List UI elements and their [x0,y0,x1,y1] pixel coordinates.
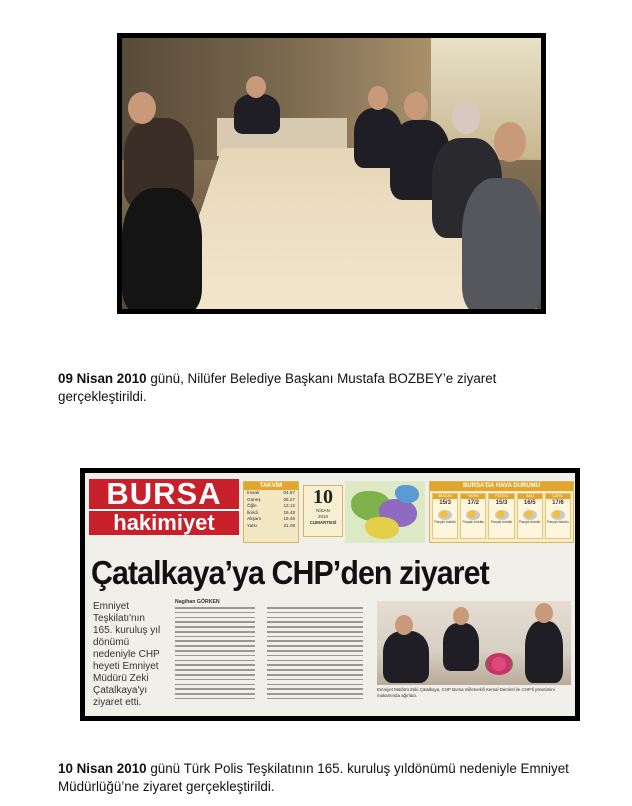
weather-temp: 17/2 [467,500,480,506]
weather-day [488,493,514,539]
prayer-name: İkindi [247,509,258,515]
caption-second-date: 10 Nisan 2010 [58,761,147,776]
weather-day-name: YARIN [461,494,485,499]
photo-person [234,94,280,134]
weather-days [430,491,573,541]
caption-first-date: 09 Nisan 2010 [58,371,147,386]
weather-desc: Parçalı bulutlu [547,520,569,524]
weather-day-name: BUGÜN [433,494,457,499]
partly-cloudy-icon [438,510,452,520]
meeting-photo [117,33,546,314]
weather-temp: 15/3 [439,500,451,506]
weather-desc: Parçalı bulutlu [434,520,456,524]
photo-person-head [452,100,480,134]
photo-person [462,178,541,309]
photo-person [383,631,429,683]
article-column [267,607,363,703]
prayer-name: Güneş [247,496,261,502]
partly-cloudy-icon [466,510,480,520]
prayer-name: Akşam [247,516,262,521]
weather-box [429,481,574,543]
prayer-time: 16.48 [283,509,295,515]
date-weekday: CUMARTESİ [309,520,337,525]
weather-title: BURSA'DA HAVA DURUMU [430,482,573,491]
newspaper-lede: Emniyet Teşkilatı'nın 165. kuruluş yıl dönümü nedeniyle CHP heyeti Emniyet Müdürü Zeki Çatalkaya'yı ziyaret etti. [93,601,161,708]
map-region [365,517,399,539]
weather-day [545,493,571,539]
prayer-time: 06.27 [283,496,295,502]
photo-person [443,623,479,671]
partly-cloudy-icon [523,510,537,520]
weather-day [432,493,458,539]
newspaper-byline: Nagihan GÖRKEN [175,599,220,605]
weather-temp: 15/3 [495,500,508,506]
prayer-time: 13.12 [283,503,295,508]
weather-temp: 17/6 [552,500,564,506]
photo-person [122,188,202,309]
prayer-name: İmsak [247,490,260,495]
newspaper-photo-caption: Emniyet Müdürü Zeki Çatalkaya, CHP Bursa milletvekili Kemal Demirel ile CHP'li yönetimini makamında ağırladı. [377,687,555,698]
weather-day-name: PZTESİ [489,494,513,499]
prayer-time: 21.08 [283,522,295,528]
prayer-time: 19.45 [283,516,295,521]
caption-first-visit [58,370,578,406]
prayer-row [244,523,298,530]
partly-cloudy-icon [495,510,509,520]
newspaper-photo [377,601,571,685]
article-column [175,607,255,703]
date-day: 10 [313,486,333,508]
photo-person [525,621,563,683]
prayer-name: Öğle [247,503,257,508]
prayer-time: 04.57 [283,490,295,495]
caption-second-text: günü Türk Polis Teşkilatının 165. kuruluş yıldönümü nedeniyle Emniyet Müdürlüğü’ne ziyaret gerçekleştirildi. [58,761,569,794]
newspaper-clipping [80,468,580,721]
meeting-photo-scene [122,38,541,309]
photo-person-head [404,92,428,120]
weather-day [460,493,486,539]
photo-person-head [368,86,388,110]
masthead-top: BURSA [106,476,222,511]
partly-cloudy-icon [551,510,565,520]
weather-desc: Parçalı bulutlu [518,520,541,524]
caption-second-visit [58,760,588,796]
newspaper-headline: Çatalkaya’ya CHP’den ziyaret [91,554,489,591]
weather-temp: 16/5 [523,500,536,506]
date-year: 2010 [317,514,328,519]
photo-person-head [128,92,156,124]
date-month: NİSAN [316,508,330,513]
prayer-name: Yatsı [247,522,258,528]
newspaper-page [85,473,575,716]
newspaper-masthead [89,476,239,535]
takvim-title: TAKVİM [244,482,298,490]
flower-bouquet [485,653,513,675]
caption-first-text: günü, Nilüfer Belediye Başkanı Mustafa BOZBEY’e ziyaret gerçekleştirildi. [58,371,497,404]
photo-person-head [494,122,526,162]
photo-person-head [395,615,413,635]
masthead-bottom: hakimiyet [89,509,239,535]
weather-day [517,493,543,539]
takvim-box [243,481,299,543]
map-region [395,485,419,503]
photo-person-head [453,607,469,625]
region-map [345,481,425,543]
weather-desc: Parçalı bulutlu [490,520,513,524]
weather-desc: Parçalı bulutlu [462,520,485,524]
photo-person-head [535,603,553,623]
photo-person-head [246,76,266,98]
date-box [303,485,343,537]
weather-day-name: ÇARŞ. [546,494,570,499]
weather-day-name: SALI [518,494,542,499]
